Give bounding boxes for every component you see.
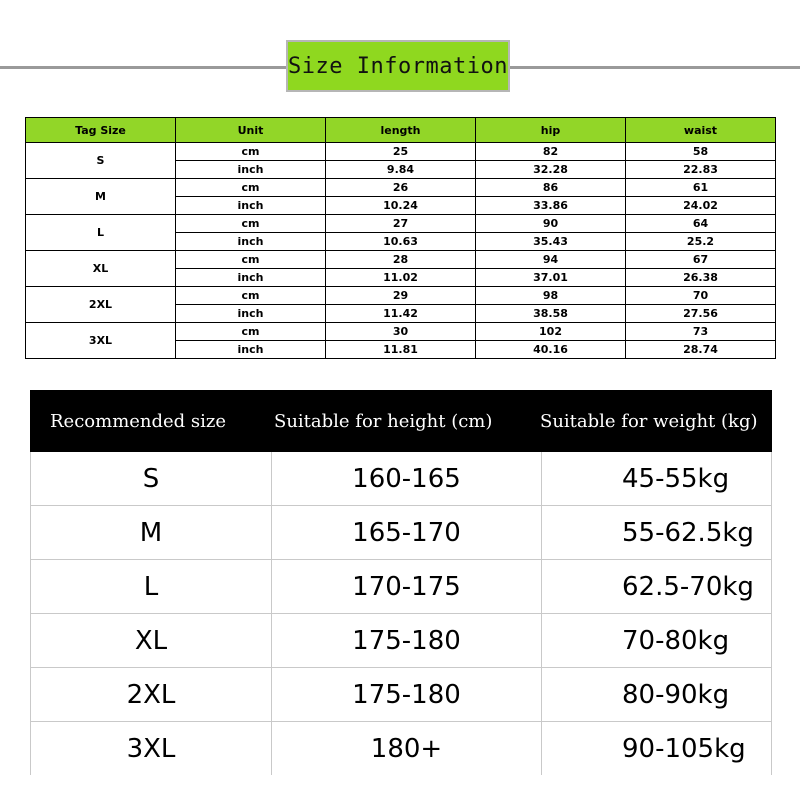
table-row bbox=[30, 452, 772, 506]
measurement-cell: 11.02 bbox=[326, 269, 476, 287]
height-cell: 175-180 bbox=[272, 668, 542, 721]
weight-cell: 70-80kg bbox=[542, 614, 772, 667]
measurement-cell: 22.83 bbox=[626, 161, 776, 179]
weight-cell: 80-90kg bbox=[542, 668, 772, 721]
recommended-size-cell: 2XL bbox=[30, 668, 272, 721]
tag-size-cell: S bbox=[26, 143, 176, 179]
height-cell: 170-175 bbox=[272, 560, 542, 613]
weight-cell: 45-55kg bbox=[542, 452, 772, 505]
header-hip: hip bbox=[476, 118, 626, 143]
measurement-cell: 33.86 bbox=[476, 197, 626, 215]
recommendation-header-row bbox=[30, 390, 772, 452]
unit-cell: cm bbox=[176, 215, 326, 233]
table-row bbox=[26, 287, 776, 305]
measurement-cell: 82 bbox=[476, 143, 626, 161]
measurement-cell: 64 bbox=[626, 215, 776, 233]
unit-cell: inch bbox=[176, 341, 326, 359]
height-cell: 165-170 bbox=[272, 506, 542, 559]
header-length: length bbox=[326, 118, 476, 143]
unit-cell: cm bbox=[176, 287, 326, 305]
table-row bbox=[26, 215, 776, 233]
measurement-cell: 40.16 bbox=[476, 341, 626, 359]
measurement-cell: 30 bbox=[326, 323, 476, 341]
measurement-cell: 70 bbox=[626, 287, 776, 305]
header-unit: Unit bbox=[176, 118, 326, 143]
recommended-size-cell: L bbox=[30, 560, 272, 613]
measurement-cell: 26.38 bbox=[626, 269, 776, 287]
measurement-cell: 35.43 bbox=[476, 233, 626, 251]
measurement-cell: 90 bbox=[476, 215, 626, 233]
recommendation-table bbox=[30, 390, 772, 778]
measurement-cell: 38.58 bbox=[476, 305, 626, 323]
measurement-cell: 67 bbox=[626, 251, 776, 269]
size-chart-table bbox=[25, 117, 776, 359]
table-row bbox=[30, 722, 772, 775]
weight-cell: 55-62.5kg bbox=[542, 506, 772, 559]
table-row bbox=[26, 179, 776, 197]
unit-cell: cm bbox=[176, 323, 326, 341]
tag-size-cell: L bbox=[26, 215, 176, 251]
measurement-cell: 37.01 bbox=[476, 269, 626, 287]
measurement-cell: 94 bbox=[476, 251, 626, 269]
unit-cell: inch bbox=[176, 269, 326, 287]
measurement-cell: 27.56 bbox=[626, 305, 776, 323]
tag-size-cell: M bbox=[26, 179, 176, 215]
measurement-cell: 11.42 bbox=[326, 305, 476, 323]
measurement-cell: 25 bbox=[326, 143, 476, 161]
measurement-cell: 25.2 bbox=[626, 233, 776, 251]
measurement-cell: 29 bbox=[326, 287, 476, 305]
height-cell: 180+ bbox=[272, 722, 542, 775]
measurement-cell: 58 bbox=[626, 143, 776, 161]
table-row bbox=[26, 143, 776, 161]
measurement-cell: 10.63 bbox=[326, 233, 476, 251]
weight-cell: 62.5-70kg bbox=[542, 560, 772, 613]
unit-cell: inch bbox=[176, 197, 326, 215]
measurement-cell: 28.74 bbox=[626, 341, 776, 359]
recommended-size-cell: 3XL bbox=[30, 722, 272, 775]
unit-cell: cm bbox=[176, 251, 326, 269]
table-row bbox=[30, 668, 772, 722]
measurement-cell: 86 bbox=[476, 179, 626, 197]
measurement-cell: 9.84 bbox=[326, 161, 476, 179]
unit-cell: inch bbox=[176, 161, 326, 179]
recommended-size-cell: M bbox=[30, 506, 272, 559]
weight-cell: 90-105kg bbox=[542, 722, 772, 775]
table-row bbox=[30, 614, 772, 668]
header-height: Suitable for height (cm) bbox=[274, 410, 493, 432]
size-chart-header-row bbox=[26, 118, 776, 143]
table-row bbox=[26, 251, 776, 269]
unit-cell: cm bbox=[176, 143, 326, 161]
table-row bbox=[26, 323, 776, 341]
measurement-cell: 73 bbox=[626, 323, 776, 341]
tag-size-cell: 2XL bbox=[26, 287, 176, 323]
measurement-cell: 61 bbox=[626, 179, 776, 197]
measurement-cell: 26 bbox=[326, 179, 476, 197]
unit-cell: inch bbox=[176, 305, 326, 323]
header-weight: Suitable for weight (kg) bbox=[540, 410, 758, 432]
height-cell: 160-165 bbox=[272, 452, 542, 505]
measurement-cell: 32.28 bbox=[476, 161, 626, 179]
header-tag-size: Tag Size bbox=[26, 118, 176, 143]
header-recommended-size: Recommended size bbox=[50, 410, 227, 432]
tag-size-cell: 3XL bbox=[26, 323, 176, 359]
recommended-size-cell: S bbox=[30, 452, 272, 505]
table-row bbox=[30, 560, 772, 614]
unit-cell: cm bbox=[176, 179, 326, 197]
header-waist: waist bbox=[626, 118, 776, 143]
measurement-cell: 24.02 bbox=[626, 197, 776, 215]
measurement-cell: 10.24 bbox=[326, 197, 476, 215]
measurement-cell: 11.81 bbox=[326, 341, 476, 359]
measurement-cell: 28 bbox=[326, 251, 476, 269]
measurement-cell: 102 bbox=[476, 323, 626, 341]
measurement-cell: 27 bbox=[326, 215, 476, 233]
unit-cell: inch bbox=[176, 233, 326, 251]
page-title: Size Information bbox=[286, 40, 510, 92]
table-row bbox=[30, 506, 772, 560]
measurement-cell: 98 bbox=[476, 287, 626, 305]
height-cell: 175-180 bbox=[272, 614, 542, 667]
tag-size-cell: XL bbox=[26, 251, 176, 287]
recommended-size-cell: XL bbox=[30, 614, 272, 667]
